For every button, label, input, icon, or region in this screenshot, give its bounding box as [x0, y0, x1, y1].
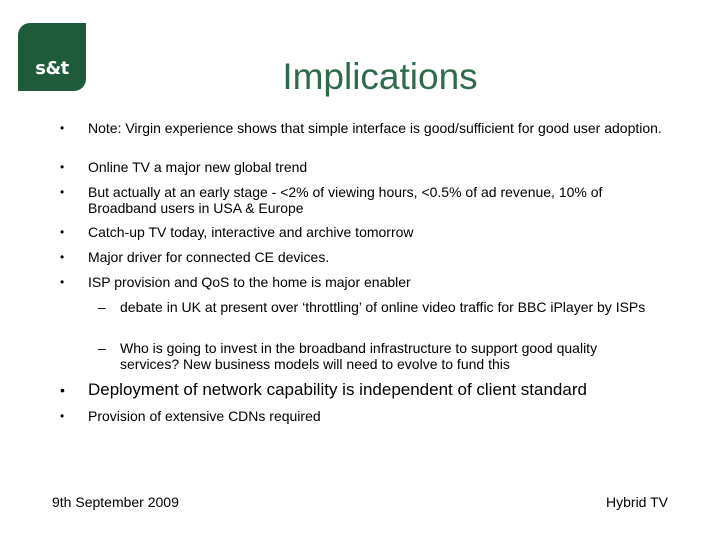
st-logo — [18, 23, 86, 91]
bullet-marker: • — [60, 409, 65, 423]
bullet-text: But actually at an early stage - <2% of viewing hours, <0.5% of ad revenue, 10% of Broadband users in USA & Europe — [88, 184, 603, 216]
bullet-marker: • — [60, 250, 65, 264]
bullet-text: Note: Virgin experience shows that simple interface is good/sufficient for good user adoption. — [88, 120, 662, 136]
sub-bullet-marker: – — [98, 299, 106, 315]
bullet-marker: • — [60, 121, 65, 135]
bullet-text: Online TV a major new global trend — [88, 159, 308, 175]
footer-date: 9th September 2009 — [52, 494, 179, 510]
bullet-marker: • — [60, 225, 65, 239]
sub-bullet-text: debate in UK at present over ‘throttling’ of online video traffic for BBC iPlayer by ISPs — [120, 299, 646, 315]
bullet-text: Deployment of network capability is independent of client standard — [88, 380, 587, 399]
bullet-marker: • — [60, 382, 65, 398]
bullet-marker: • — [60, 160, 65, 174]
bullet-marker: • — [60, 275, 65, 289]
bullet-text: Catch-up TV today, interactive and archive tomorrow — [88, 224, 414, 240]
bullet-text: Provision of extensive CDNs required — [88, 408, 321, 424]
footer-label: Hybrid TV — [606, 494, 668, 510]
logo-text: s&t — [35, 58, 69, 79]
slide-title: Implications — [282, 56, 478, 97]
bullet-text: ISP provision and QoS to the home is major enabler — [88, 274, 411, 290]
sub-bullet-text: Who is going to invest in the broadband infrastructure to support good quality services? New business models will need to evolve to fund this — [120, 340, 598, 372]
bullet-text: Major driver for connected CE devices. — [88, 249, 330, 265]
bullet-marker: • — [60, 185, 65, 199]
sub-bullet-marker: – — [98, 340, 106, 356]
